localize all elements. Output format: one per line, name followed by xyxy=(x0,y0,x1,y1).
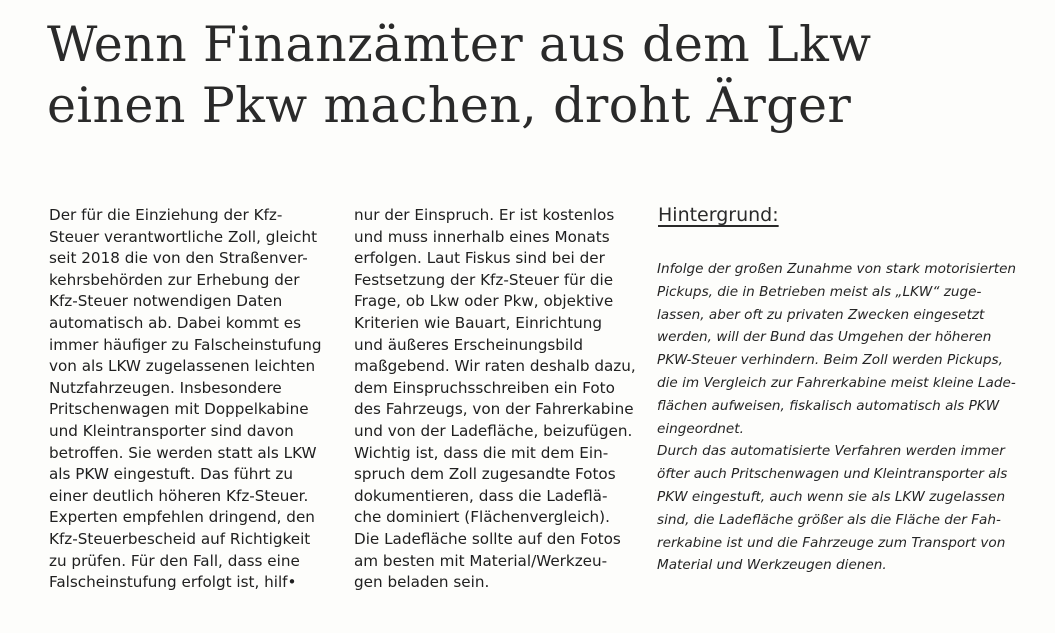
sidebar-line: rerkabine ist und die Fahrzeuge zum Transport von xyxy=(657,534,1006,551)
sidebar-title: Hintergrund: xyxy=(658,204,779,226)
body-line: und äußeres Erscheinungsbild xyxy=(354,335,583,354)
sidebar-line: Material und Werkzeugen dienen. xyxy=(657,557,887,574)
sidebar-line: die im Vergleich zur Fahrerkabine meist kleine Lade- xyxy=(657,374,1016,391)
body-line: maßgebend. Wir raten deshalb dazu, xyxy=(354,357,636,376)
body-line: von als LKW zugelassenen leichten xyxy=(49,357,316,376)
body-line: che dominiert (Flächenvergleich). xyxy=(354,508,610,527)
body-line: Kfz-Steuer notwendigen Daten xyxy=(49,292,283,311)
body-line: spruch dem Zoll zugesandte Fotos xyxy=(354,465,616,484)
body-line: Kriterien wie Bauart, Einrichtung xyxy=(354,313,603,332)
body-line: Der für die Einziehung der Kfz- xyxy=(49,206,283,224)
sidebar-line: werden, will der Bund das Umgehen der höheren xyxy=(657,329,992,346)
body-line: betroffen. Sie werden statt als LKW xyxy=(49,443,317,462)
article-column-1 xyxy=(49,205,334,594)
body-line: Wichtig ist, dass die mit dem Ein- xyxy=(354,443,609,462)
body-line: dem Einspruchsschreiben ein Foto xyxy=(354,378,615,397)
sidebar-line: PKW eingestuft, auch wenn sie als LKW zugelassen xyxy=(657,488,1006,505)
body-line: zu prüfen. Für den Fall, dass eine xyxy=(49,551,300,570)
sidebar-line: öfter auch Pritschenwagen und Kleintransporter als xyxy=(657,466,1008,483)
body-line: Pritschenwagen mit Doppelkabine xyxy=(49,400,309,419)
body-line: kehrsbehörden zur Erhebung der xyxy=(49,270,300,289)
body-line: Kfz-Steuerbescheid auf Richtigkeit xyxy=(49,529,311,548)
sidebar-line: eingeordnet. xyxy=(657,420,744,437)
body-line: nur der Einspruch. Er ist kostenlos xyxy=(354,206,615,224)
body-line: Steuer verantwortliche Zoll, gleicht xyxy=(49,227,318,246)
sidebar-line: Infolge der großen Zunahme von stark motorisierten xyxy=(657,261,1017,277)
sidebar-line: flächen aufweisen, fiskalisch automatisch als PKW xyxy=(657,397,1000,414)
body-line: Experten empfehlen dringend, den xyxy=(49,508,315,527)
sidebar-line: PKW-Steuer verhindern. Beim Zoll werden Pickups, xyxy=(657,352,1003,369)
headline xyxy=(47,14,1047,136)
body-line: und muss innerhalb eines Monats xyxy=(354,227,610,246)
body-line: Nutzfahrzeugen. Insbesondere xyxy=(49,378,282,397)
headline-line: Wenn Finanzämter aus dem Lkw xyxy=(47,16,872,73)
headline-line: einen Pkw machen, droht Ärger xyxy=(47,77,852,134)
body-line: und von der Ladefläche, beizufügen. xyxy=(354,421,633,440)
body-line: Frage, ob Lkw oder Pkw, objektive xyxy=(354,292,614,311)
body-line: gen beladen sein. xyxy=(354,573,490,592)
body-line: einer deutlich höheren Kfz-Steuer. xyxy=(49,486,309,505)
body-line: Die Ladefläche sollte auf den Fotos xyxy=(354,529,621,548)
sidebar-box xyxy=(657,258,1047,577)
sidebar-line: Pickups, die in Betrieben meist als „LKW“ zuge- xyxy=(657,283,982,300)
body-line: des Fahrzeugs, von der Fahrerkabine xyxy=(354,400,634,419)
body-line: seit 2018 die von den Straßenver- xyxy=(49,249,308,268)
body-line: erfolgen. Laut Fiskus sind bei der xyxy=(354,249,605,268)
body-line: immer häufiger zu Falscheinstufung xyxy=(49,335,322,354)
body-line: automatisch ab. Dabei kommt es xyxy=(49,313,301,332)
body-line: Festsetzung der Kfz-Steuer für die xyxy=(354,270,614,289)
body-line: Falscheinstufung erfolgt ist, hilf• xyxy=(49,573,297,592)
sidebar-line: sind, die Ladefläche größer als die Fläche der Fah- xyxy=(657,511,1001,528)
body-line: dokumentieren, dass die Ladeflä- xyxy=(354,486,608,505)
article-column-2 xyxy=(354,205,639,594)
body-line: am besten mit Material/Werkzeu- xyxy=(354,551,608,570)
sidebar-line: lassen, aber oft zu privaten Zwecken eingesetzt xyxy=(657,306,985,323)
body-line: als PKW eingestuft. Das führt zu xyxy=(49,465,294,484)
sidebar-line: Durch das automatisierte Verfahren werden immer xyxy=(657,443,1005,460)
body-line: und Kleintransporter sind davon xyxy=(49,421,294,440)
